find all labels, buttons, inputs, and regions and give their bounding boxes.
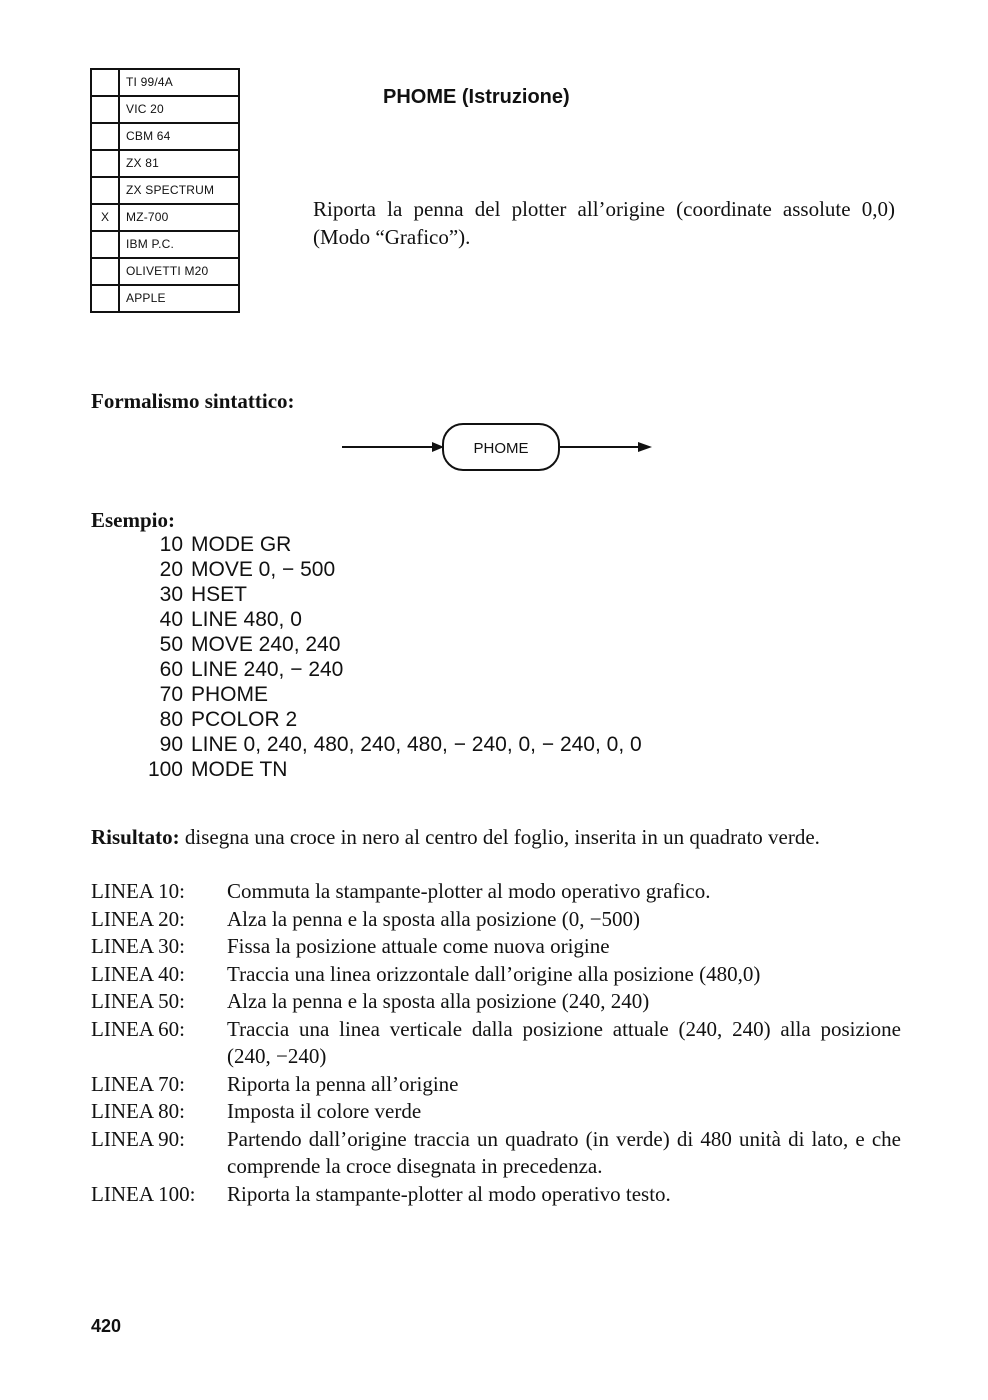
line-description: Alza la penna e la sposta alla posizione (0, −500) <box>227 906 641 931</box>
compatibility-mark <box>91 258 119 285</box>
code-statement: MOVE 240, 240 <box>191 633 341 656</box>
page-title: PHOME (Istruzione) <box>383 86 570 108</box>
code-line-number: 30 <box>159 583 183 606</box>
compatibility-row <box>91 231 239 258</box>
line-description: Riporta la stampante-plotter al modo operativo testo. <box>227 1181 671 1206</box>
compatibility-row <box>91 285 239 312</box>
result-text: disegna una croce in nero al centro del foglio, inserita in un quadrato verde. <box>179 825 820 849</box>
code-line-number: 60 <box>159 658 183 681</box>
code-statement: MOVE 0, − 500 <box>191 558 336 581</box>
code-line <box>135 732 642 757</box>
compatibility-row <box>91 69 239 96</box>
compatibility-row <box>91 96 239 123</box>
line-label: LINEA 10: <box>91 879 185 903</box>
line-label: LINEA 50: <box>91 989 185 1013</box>
code-statement: LINE 0, 240, 480, 240, 480, − 240, 0, − 240, 0, 0 <box>191 733 642 756</box>
compatibility-computer-name: APPLE <box>119 285 239 312</box>
line-label: LINEA 100: <box>91 1181 196 1206</box>
line-explanations <box>91 878 901 1208</box>
syntax-diagram <box>340 418 660 474</box>
code-line <box>135 532 642 557</box>
code-line <box>135 707 642 732</box>
compatibility-mark <box>91 123 119 150</box>
syntax-keyword-label: PHOME <box>473 440 529 457</box>
line-description: Traccia una linea verticale dalla posizione attuale (240, 240) alla posizione (240, −240) <box>227 1016 901 1068</box>
compatibility-mark <box>91 69 119 96</box>
compatibility-mark <box>91 285 119 312</box>
compatibility-mark <box>91 96 119 123</box>
line-description: Alza la penna e la sposta alla posizione (240, 240) <box>227 989 650 1013</box>
line-explanation <box>91 961 901 989</box>
code-statement: PHOME <box>191 683 269 706</box>
code-line-number: 50 <box>159 633 183 656</box>
compatibility-computer-name: VIC 20 <box>119 96 239 123</box>
line-label: LINEA 80: <box>91 1099 185 1123</box>
code-line <box>135 682 642 707</box>
code-line <box>135 557 642 582</box>
code-line-number: 100 <box>147 758 183 781</box>
line-label: LINEA 60: <box>91 1016 185 1041</box>
line-description: Traccia una linea orizzontale dall’origine alla posizione (480,0) <box>227 961 761 986</box>
line-label: LINEA 20: <box>91 906 185 931</box>
code-statement: PCOLOR 2 <box>191 708 298 731</box>
line-label: LINEA 30: <box>91 934 185 958</box>
code-statement: LINE 240, − 240 <box>191 658 344 681</box>
compatibility-mark: X <box>91 204 119 231</box>
code-statement: MODE GR <box>191 533 292 556</box>
syntax-exit-arrowhead <box>638 442 652 452</box>
code-line-number: 10 <box>159 533 183 556</box>
code-statement: LINE 480, 0 <box>191 608 302 631</box>
code-statement: MODE TN <box>191 758 288 781</box>
compatibility-computer-name: OLIVETTI M20 <box>119 258 239 285</box>
result-paragraph <box>91 823 899 851</box>
compatibility-computer-name: ZX 81 <box>119 150 239 177</box>
line-label: LINEA 40: <box>91 961 185 986</box>
compatibility-computer-name: ZX SPECTRUM <box>119 177 239 204</box>
line-description: Riporta la penna all’origine <box>227 1071 459 1096</box>
code-line <box>135 607 642 632</box>
line-explanation <box>91 933 901 961</box>
line-explanation <box>91 988 901 1016</box>
compatibility-computer-name: TI 99/4A <box>119 69 239 96</box>
code-line-number: 40 <box>159 608 183 631</box>
line-explanation <box>91 1098 901 1126</box>
compatibility-row <box>91 123 239 150</box>
line-description: Imposta il colore verde <box>227 1099 422 1123</box>
code-line <box>135 632 642 657</box>
line-explanation <box>91 906 901 934</box>
compatibility-row <box>91 258 239 285</box>
line-label: LINEA 90: <box>91 1126 185 1151</box>
line-explanation <box>91 1181 901 1209</box>
compatibility-computer-name: IBM P.C. <box>119 231 239 258</box>
compatibility-mark <box>91 177 119 204</box>
compatibility-mark <box>91 150 119 177</box>
line-description: Partendo dall’origine traccia un quadrato (in verde) di 480 unità di lato, e che comprende la croce disegnata in precedenza. <box>227 1126 901 1178</box>
code-statement: HSET <box>191 583 248 606</box>
compatibility-row <box>91 177 239 204</box>
code-line <box>135 657 642 682</box>
compatibility-row <box>91 150 239 177</box>
code-line-number: 90 <box>159 733 183 756</box>
line-explanation <box>91 1071 901 1099</box>
code-line-number: 70 <box>159 683 183 706</box>
instruction-description: Riporta la penna del plotter all’origine (coordinate assolute 0,0) (Modo “Grafico”). <box>313 197 895 249</box>
code-line-number: 20 <box>159 558 183 581</box>
line-explanation <box>91 1016 901 1071</box>
example-heading: Esempio: <box>91 508 175 532</box>
line-explanation <box>91 878 901 906</box>
compatibility-mark <box>91 231 119 258</box>
compatibility-computer-name: MZ-700 <box>119 204 239 231</box>
line-description: Commuta la stampante-plotter al modo operativo grafico. <box>227 879 711 903</box>
line-label: LINEA 70: <box>91 1071 185 1096</box>
code-line <box>135 757 642 782</box>
compatibility-table <box>90 68 240 313</box>
compatibility-computer-name: CBM 64 <box>119 123 239 150</box>
page-number: 420 <box>91 1316 122 1336</box>
line-description: Fissa la posizione attuale come nuova origine <box>227 934 610 958</box>
syntax-heading: Formalismo sintattico: <box>91 389 295 413</box>
result-label: Risultato: <box>91 825 180 849</box>
compatibility-row <box>91 204 239 231</box>
code-listing <box>135 532 642 782</box>
code-line-number: 80 <box>159 708 183 731</box>
line-explanation <box>91 1126 901 1181</box>
code-line <box>135 582 642 607</box>
